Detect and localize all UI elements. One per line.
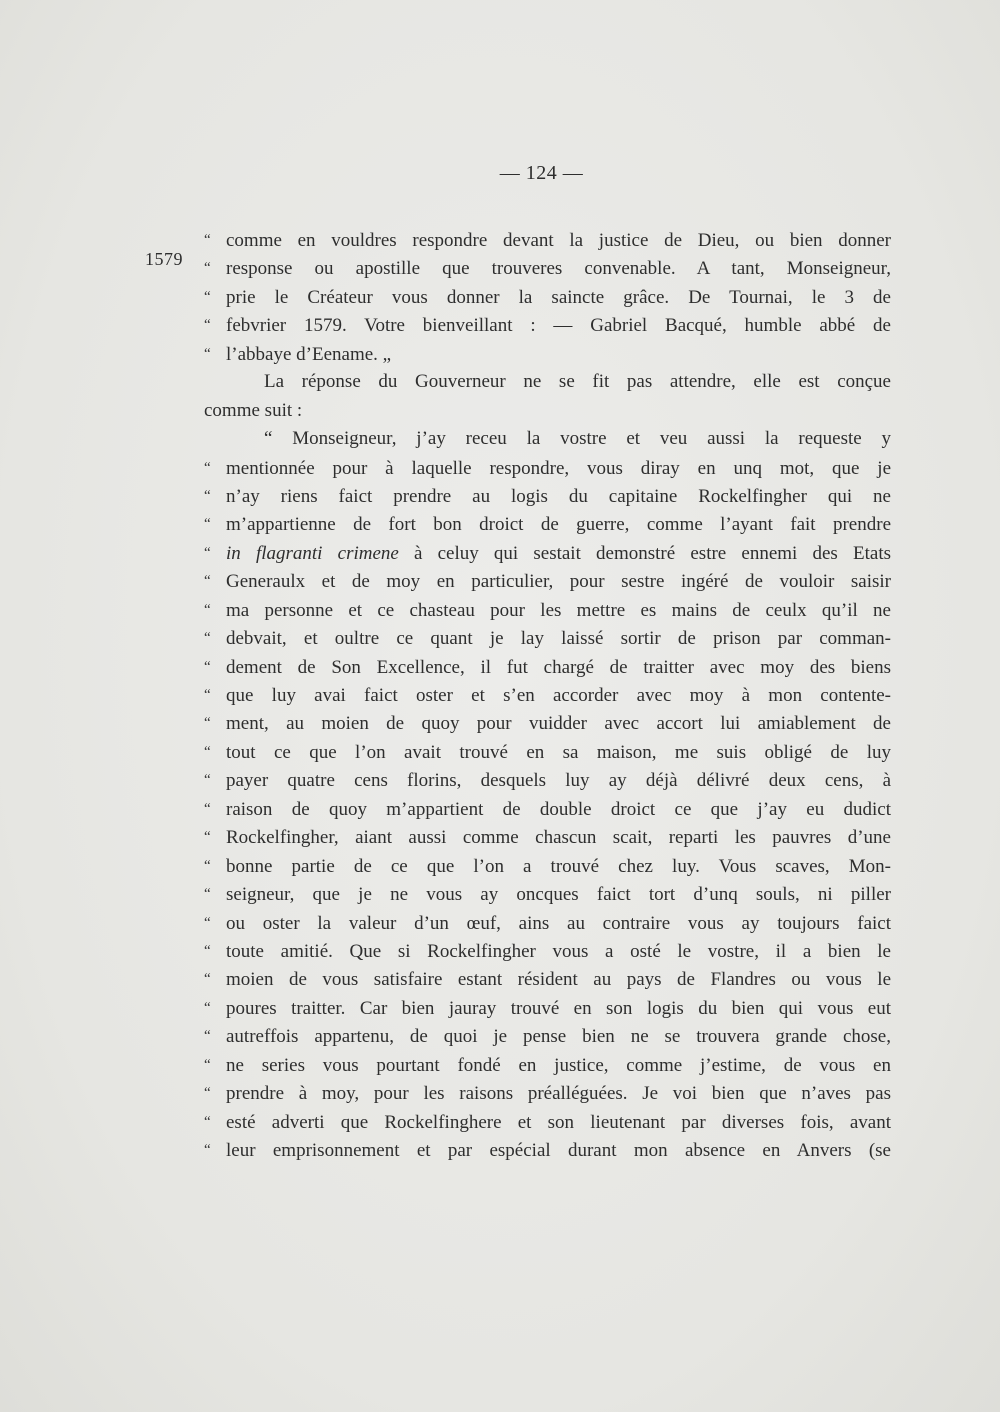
line-text: moien de vous satisfaire estant résident au pays de Flandres ou vous le: [226, 969, 891, 991]
text-line: [204, 226, 891, 254]
line-text: prie le Créateur vous donner la saincte grâce. De Tournai, le 3 de: [226, 286, 891, 308]
text-line: [204, 397, 891, 425]
text-line: [204, 1136, 891, 1164]
text-line: [204, 482, 891, 510]
quote-mark: “: [204, 772, 211, 789]
text-line: [204, 596, 891, 624]
line-text: prendre à moy, pour les raisons préalléguées. Je voi bien que n’aves pas: [226, 1083, 891, 1105]
quote-mark: “: [204, 345, 211, 362]
quote-mark: “: [204, 743, 211, 760]
line-text: tout ce que l’on avait trouvé en sa maison, me suis obligé de luy: [226, 741, 891, 763]
line-text: toute amitié. Que si Rockelfingher vous a osté le vostre, il a bien le: [226, 940, 891, 962]
margin-year-note: 1579: [145, 249, 183, 269]
line-text: à celuy qui sestait demonstré estre ennemi des Etats: [398, 542, 891, 564]
text-line: [204, 965, 891, 993]
text-line: [204, 254, 891, 282]
text-line: [204, 1108, 891, 1136]
text-line: [204, 709, 891, 737]
text-line: [204, 368, 891, 396]
text-line: [204, 454, 891, 482]
line-text: ne series vous pourtant fondé en justice, comme j’estime, de vous en: [226, 1054, 891, 1076]
quote-mark: “: [204, 487, 211, 504]
line-text: leur emprisonnement et par espécial durant mon absence en Anvers (se: [226, 1140, 891, 1161]
quote-mark: “: [204, 544, 211, 561]
text-line: [204, 681, 891, 709]
text-line: [204, 539, 891, 567]
line-text: mentionnée pour à laquelle respondre, vous diray en unq mot, que je: [226, 457, 891, 479]
text-line: [204, 653, 891, 681]
italic-phrase: in flagranti crimene: [226, 542, 399, 564]
quote-mark: “: [204, 232, 211, 248]
line-text: ment, au moien de quoy pour vuidder avec accort lui amiablement de: [226, 713, 891, 735]
line-text: raison de quoy m’appartient de double droict ce que j’ay eu dudict: [226, 798, 891, 820]
quote-mark: “: [204, 1142, 211, 1158]
text-line: [204, 852, 891, 880]
line-text: payer quatre cens florins, desquels luy ay déjà délivré deux cens, à: [226, 770, 891, 792]
line-text: comme suit :: [204, 399, 303, 421]
text-line: [204, 510, 891, 538]
page-number: — 124 —: [499, 162, 584, 184]
line-text: debvait, et oultre ce quant je lay laissé sortir de prison par comman-: [226, 628, 891, 650]
quote-mark: “: [204, 886, 211, 903]
quote-mark: “: [204, 715, 211, 732]
text-line: [204, 795, 891, 823]
line-text: bonne partie de ce que l’on a trouvé chez luy. Vous scaves, Mon-: [226, 855, 891, 877]
quote-mark: “: [204, 942, 211, 959]
line-text: ma personne et ce chasteau pour les mettre es mains de ceulx qu’il ne: [226, 599, 891, 621]
text-line: [204, 340, 891, 368]
quote-mark: “: [204, 829, 211, 846]
quote-mark: “: [204, 516, 211, 533]
quote-mark: “: [204, 800, 211, 817]
quote-mark: “: [204, 1113, 211, 1130]
text-line: [204, 311, 891, 339]
line-text: dement de Son Excellence, il fut chargé de traitter avec moy des biens: [226, 656, 891, 678]
text-line: [204, 283, 891, 311]
text-line: [204, 1079, 891, 1107]
text-line: [204, 766, 891, 794]
line-text: febvrier 1579. Votre bienveillant : — Gabriel Bacqué, humble abbé de: [226, 315, 891, 337]
quote-mark: “: [204, 857, 211, 874]
quote-mark: “: [204, 971, 211, 988]
quote-mark: “: [204, 687, 211, 703]
line-text: La réponse du Gouverneur ne se fit pas attendre, elle est conçue: [264, 371, 891, 393]
text-line: [204, 880, 891, 908]
text-line: [204, 1022, 891, 1050]
line-text: response ou apostille que trouveres convenable. A tant, Monseigneur,: [226, 258, 891, 280]
line-text: “ Monseigneur, j’ay receu la vostre et veu aussi la requeste y: [264, 428, 891, 450]
quote-mark: “: [204, 658, 211, 675]
quote-mark: “: [204, 317, 211, 334]
line-text: ou oster la valeur d’un œuf, ains au contraire vous ay toujours faict: [226, 912, 891, 934]
text-line: [204, 1051, 891, 1079]
quote-mark: “: [204, 459, 211, 476]
line-text: esté adverti que Rockelfinghere et son lieutenant par diverses fois, avant: [226, 1111, 891, 1133]
quote-mark: “: [204, 1085, 211, 1102]
line-text: autreffois appartenu, de quoi je pense bien ne se trouvera grande chose,: [226, 1026, 891, 1048]
text-line: [204, 567, 891, 595]
text-line: [204, 994, 891, 1022]
line-text: Rockelfingher, aiant aussi comme chascun scait, reparti les pauvres d’une: [226, 827, 891, 849]
quote-mark: “: [204, 573, 211, 590]
line-text: comme en vouldres respondre devant la justice de Dieu, ou bien donner: [226, 230, 891, 251]
line-text: que luy avai faict oster et s’en accorder avec moy à mon contente-: [226, 685, 891, 706]
body-text: [204, 226, 891, 1164]
line-text: m’appartienne de fort bon droict de guerre, comme l’ayant fait prendre: [226, 514, 891, 536]
text-line: [204, 823, 891, 851]
quote-mark: “: [204, 1056, 211, 1073]
text-line: [204, 937, 891, 965]
quote-mark: “: [204, 288, 211, 305]
line-text: n’ay riens faict prendre au logis du capitaine Rockelfingher qui ne: [226, 485, 891, 507]
quote-mark: “: [204, 630, 211, 647]
line-text: Generaulx et de moy en particulier, pour sestre ingéré de vouloir saisir: [226, 571, 891, 593]
quote-mark: “: [204, 601, 211, 618]
quote-mark: “: [204, 914, 211, 931]
text-line: [204, 425, 891, 453]
line-text: poures traitter. Car bien jauray trouvé en son logis du bien qui vous eut: [226, 997, 891, 1019]
text-line: [204, 738, 891, 766]
quote-mark: “: [204, 999, 211, 1016]
quote-mark: “: [204, 260, 211, 277]
text-line: [204, 624, 891, 652]
quote-mark: “: [204, 1028, 211, 1045]
text-line: [204, 909, 891, 937]
line-text: l’abbaye d’Eename. „: [226, 343, 392, 365]
line-text: seigneur, que je ne vous ay oncques faict tort d’unq souls, ni piller: [226, 884, 891, 906]
